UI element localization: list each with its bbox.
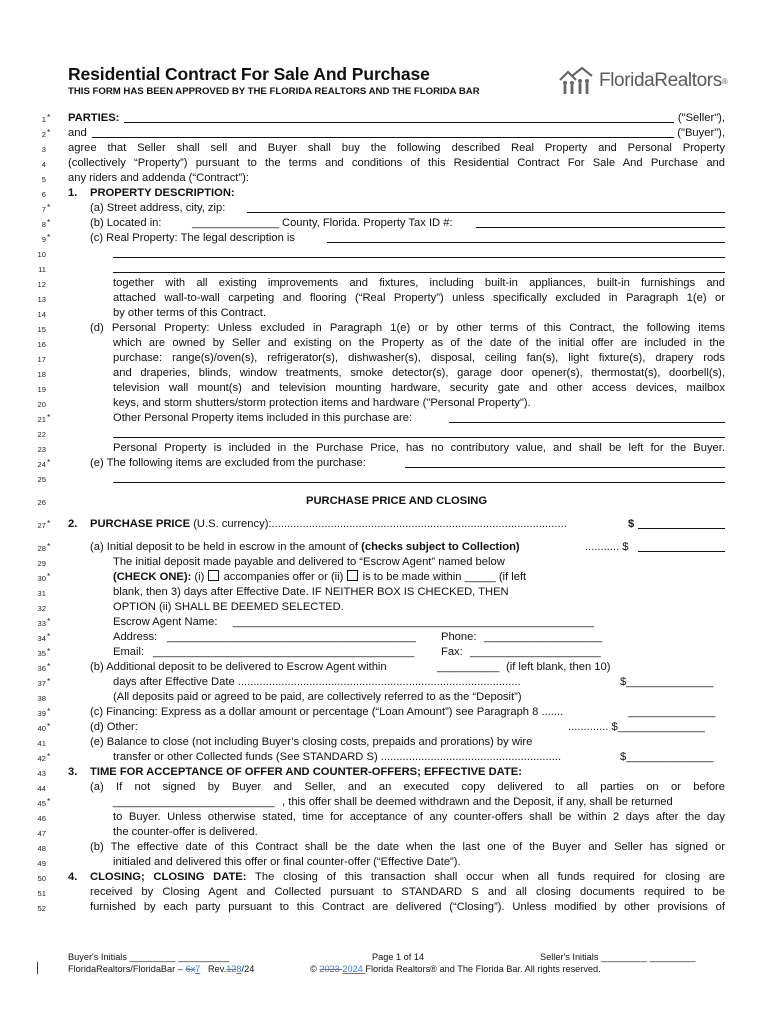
line-text: County, Florida. Property Tax ID #: [282, 217, 453, 229]
section-number: 4. [68, 871, 78, 883]
contract-line [0, 855, 770, 870]
legal-description-field[interactable] [113, 257, 725, 258]
copyright-symbol: © [310, 964, 320, 974]
line-number: 18 [37, 370, 46, 379]
line-text: which are owned by Seller and existing on the Property as of the date of the initial offer are included in the [113, 337, 725, 349]
balance-to-close-field[interactable]: $______________ [620, 751, 714, 763]
line-text: (if left blank, then 10) [506, 661, 611, 673]
contract-line [0, 456, 770, 471]
line-text: accompanies offer or (ii) [223, 571, 344, 583]
page-number: Page 1 of 14 [372, 952, 425, 962]
purchase-price-field[interactable] [638, 528, 725, 529]
line-number: 46 [37, 814, 46, 823]
line-text: (All deposits paid or agreed to be paid, are collectively referred to as the “Deposit”) [113, 691, 522, 703]
line-number: 6 [41, 190, 46, 199]
line-number: 12 [37, 280, 46, 289]
county-field[interactable]: ______________ [192, 217, 280, 229]
line-text: Email: [113, 646, 145, 658]
parties-label: PARTIES: [68, 112, 120, 124]
line-text: (collectively “Property”) pursuant to the terms and conditions of this Residential Contract For Sale And Purchase and [68, 157, 725, 169]
section-heading: CLOSING; CLOSING DATE: [90, 871, 247, 883]
line-number: 52 [37, 904, 46, 913]
line-number: 27 [37, 521, 46, 530]
line-number: 4 [41, 160, 46, 169]
other-personal-property-field[interactable] [113, 437, 725, 438]
contract-line [0, 201, 770, 216]
contract-line [0, 246, 770, 261]
section-heading: TIME FOR ACCEPTANCE OF OFFER AND COUNTER-OFFERS; EFFECTIVE DATE: [90, 766, 522, 778]
line-text: keys, and storm shutters/storm protection items and hardware ("Personal Property"). [113, 397, 531, 409]
contract-line [0, 171, 770, 186]
line-number: 51 [37, 889, 46, 898]
contract-line [0, 306, 770, 321]
contract-line [0, 426, 770, 441]
copyright-old-year: 2023 [319, 964, 343, 974]
line-number: 8 [41, 220, 46, 229]
line-number: 40 [37, 724, 46, 733]
dollar-sign: $ [628, 518, 635, 530]
line-text: together with all existing improvements and fixtures, including built-in appliances, built-in furnishings and [113, 277, 725, 289]
contract-line [0, 660, 770, 675]
line-text: received by Closing Agent and Collected pursuant to STANDARD S and all closing documents required to be [90, 886, 725, 898]
contract-body [0, 111, 770, 915]
line-number: 26 [37, 498, 46, 507]
copyright-text: Florida Realtors® and The Florida Bar. All rights reserved. [365, 964, 601, 974]
contract-line [0, 645, 770, 660]
logo-registered-mark: ® [721, 76, 728, 86]
line-number: 34 [37, 634, 46, 643]
line-number: 20 [37, 400, 46, 409]
contract-line [0, 321, 770, 336]
contract-line [0, 870, 770, 885]
contract-line [0, 555, 770, 570]
contract-line [0, 750, 770, 765]
line-text: by other terms of this Contract. [113, 307, 266, 319]
copyright [310, 964, 601, 974]
option-i-label: (i) [194, 571, 205, 583]
initial-deposit-field[interactable] [638, 551, 725, 552]
line-number: 22 [37, 430, 46, 439]
excluded-items-field[interactable] [113, 482, 725, 483]
buyer-label: ("Buyer"), [677, 127, 725, 139]
line-text: days after Effective Date ........................................................................................... [113, 676, 521, 688]
contract-line [0, 810, 770, 825]
line-number: 25 [37, 475, 46, 484]
required-asterisk: * [47, 412, 51, 422]
required-asterisk: * [47, 796, 51, 806]
required-asterisk: * [47, 616, 51, 626]
within-days-checkbox[interactable] [347, 570, 358, 581]
street-address-field[interactable] [247, 212, 725, 213]
required-asterisk: * [47, 457, 51, 467]
contract-line [0, 825, 770, 840]
line-number: 23 [37, 445, 46, 454]
line-text: (if left [498, 571, 527, 583]
seller-name-field[interactable] [124, 122, 674, 123]
line-number: 16 [37, 340, 46, 349]
line-text: any riders and addenda (“Contract”): [68, 172, 249, 184]
line-number: 33 [37, 619, 46, 628]
required-asterisk: * [47, 518, 51, 528]
footer-row [68, 952, 728, 964]
line-number: 1 [41, 115, 46, 124]
contract-line [0, 885, 770, 900]
contract-line [0, 540, 770, 555]
required-asterisk: * [47, 646, 51, 656]
additional-deposit-field[interactable]: $______________ [620, 676, 714, 688]
line-text: (a) Street address, city, zip: [90, 202, 226, 214]
line-number: 36 [37, 664, 46, 673]
rev-label: Rev. [207, 964, 227, 974]
contract-line [0, 111, 770, 126]
section-number: 1. [68, 187, 78, 199]
contract-line [0, 126, 770, 141]
line-text: to Buyer. Unless otherwise stated, time for acceptance of any counter-offers shall be within 2 days after the day [113, 811, 725, 823]
required-asterisk: * [47, 112, 51, 122]
required-asterisk: * [47, 127, 51, 137]
leader-dots: ........... $ [585, 541, 629, 553]
contract-line [0, 735, 770, 750]
required-asterisk: * [47, 721, 51, 731]
line-number: 29 [37, 559, 46, 568]
line-text: Personal Property is included in the Purchase Price, has no contributory value, and shall be left for the Buyer. [113, 442, 725, 454]
line-number: 14 [37, 310, 46, 319]
contract-line [0, 291, 770, 306]
line-text: purchase: range(s)/oven(s), refrigerator(s), dishwasher(s), disposal, ceiling fan(s), light fixture(s), drapery rods [113, 352, 725, 364]
line-text: blank, then 3) days after Effective Date. IF NEITHER BOX IS CHECKED, THEN [113, 586, 509, 598]
line-number: 37 [37, 679, 46, 688]
line-text: The closing of this transaction shall occur when all funds required for closing are [255, 871, 726, 883]
line-number: 13 [37, 295, 46, 304]
line-number: 11 [38, 265, 46, 274]
margin-bar [37, 962, 38, 974]
escrow-fax-field[interactable]: _____________________ [470, 646, 601, 658]
contract-line [0, 765, 770, 780]
line-number: 30 [37, 574, 46, 583]
line-text: is to be made within [362, 571, 462, 583]
line-text: attached wall-to-wall carpeting and flooring (“Real Property”) unless specifically excluded in Paragraph 1(e) or [113, 292, 725, 304]
contract-line [0, 141, 770, 156]
rev-year: /24 [241, 964, 255, 974]
other-personal-property-field[interactable] [449, 422, 725, 423]
section-number: 2. [68, 518, 78, 530]
contract-line [0, 900, 770, 915]
additional-deposit-days-field[interactable]: __________ [437, 661, 500, 673]
required-asterisk: * [47, 631, 51, 641]
legal-description-field[interactable] [113, 272, 725, 273]
accompanies-offer-checkbox[interactable] [208, 570, 219, 581]
buyers-initials[interactable]: Buyer's Initials _________ __________ [68, 952, 230, 962]
line-number: 2 [41, 130, 46, 139]
escrow-phone-field[interactable]: ___________________ [484, 631, 603, 643]
line-number: 49 [37, 859, 46, 868]
contract-line [0, 840, 770, 855]
contract-line [0, 471, 770, 486]
required-asterisk: * [47, 217, 51, 227]
line-text: (e) Balance to close (not including Buyer’s closing costs, prepaids and prorations) by wire [90, 736, 533, 748]
contract-line [0, 720, 770, 735]
line-text: (d) Personal Property: Unless excluded in Paragraph 1(e) or by other terms of this Contract, the following items [90, 322, 725, 334]
form-name: FloridaRealtors/FloridaBar – [68, 964, 186, 974]
line-text: Other Personal Property items included in this purchase are: [113, 412, 413, 424]
and-label: and [68, 127, 87, 139]
line-number: 24 [37, 460, 46, 469]
required-asterisk: * [47, 202, 51, 212]
realtors-house-icon [556, 66, 596, 96]
logo-wordmark: FloridaRealtors [599, 70, 722, 91]
escrow-address-field[interactable]: ________________________________________ [167, 631, 416, 643]
contract-line [0, 517, 770, 532]
bold-text: (checks subject to Collection) [361, 541, 520, 553]
line-text: (b) The effective date of this Contract shall be the date when the last one of the Buyer and Seller has signed or [90, 841, 725, 853]
excluded-items-field[interactable] [405, 467, 725, 468]
line-text: agree that Seller shall sell and Buyer shall buy the following described Real Property and Personal Property [68, 142, 725, 154]
required-asterisk: * [47, 232, 51, 242]
form-revision [68, 964, 254, 974]
line-number: 35 [37, 649, 46, 658]
line-text: (c) Real Property: The legal description is [90, 232, 295, 244]
contract-line [0, 780, 770, 795]
page-subtitle: THIS FORM HAS BEEN APPROVED BY THE FLORIDA REALTORS AND THE FLORIDA BAR [68, 86, 480, 97]
line-text: (b) Additional deposit to be delivered to Escrow Agent within [90, 661, 387, 673]
line-number: 7 [41, 205, 46, 214]
line-text: , this offer shall be deemed withdrawn and the Deposit, if any, shall be returned [282, 796, 673, 808]
escrow-email-field[interactable]: __________________________________________ [153, 646, 415, 658]
required-asterisk: * [47, 706, 51, 716]
contract-line [0, 381, 770, 396]
footer-row [68, 964, 728, 976]
line-number: 47 [37, 829, 46, 838]
line-number: 10 [37, 250, 46, 259]
line-number: 41 [37, 739, 46, 748]
line-text: television wall mount(s) and television mounting hardware, security gate and other access devices, mailbox [113, 382, 725, 394]
contract-line [0, 690, 770, 705]
line-number: 9 [41, 235, 46, 244]
seller-label: ("Seller"), [677, 112, 725, 124]
line-text: The initial deposit made payable and delivered to “Escrow Agent” named below [113, 556, 505, 568]
contract-line [0, 261, 770, 276]
contract-line [0, 705, 770, 720]
contract-line [0, 336, 770, 351]
contract-line [0, 156, 770, 171]
contract-line [0, 231, 770, 246]
tax-id-field[interactable] [476, 227, 725, 228]
contract-line [0, 396, 770, 411]
contract-line [0, 600, 770, 615]
page-footer [68, 952, 728, 976]
contract-line [0, 411, 770, 426]
required-asterisk: * [47, 541, 51, 551]
contract-line [0, 276, 770, 291]
line-text: transfer or other Collected funds (See STANDARD S) .......................................................... [113, 751, 562, 763]
copyright-new-year: 2024 [342, 964, 366, 974]
line-number: 50 [37, 874, 46, 883]
days-field[interactable]: _____ [464, 571, 496, 583]
line-number: 15 [37, 325, 46, 334]
other-amount-field[interactable]: ............. $______________ [568, 721, 705, 733]
required-asterisk: * [47, 661, 51, 671]
line-number: 31 [37, 589, 46, 598]
section-heading: PURCHASE PRICE AND CLOSING [306, 495, 488, 507]
contract-line [0, 441, 770, 456]
section-heading: PROPERTY DESCRIPTION: [90, 187, 235, 199]
check-one-label: (CHECK ONE): [113, 571, 192, 583]
contract-line [0, 585, 770, 600]
contract-line [0, 570, 770, 585]
section-number: 3. [68, 766, 78, 778]
line-text: (d) Other: [90, 721, 138, 733]
line-text: initialed and delivered this offer or final counter-offer (“Effective Date”). [113, 856, 461, 868]
line-number: 42 [37, 754, 46, 763]
form-old-version: 6x [185, 964, 196, 974]
legal-description-field[interactable] [327, 242, 725, 243]
line-text: Escrow Agent Name: [113, 616, 218, 628]
line-number: 45 [37, 799, 46, 808]
line-text: furnished by each party pursuant to this Contract are delivered (“Closing”). Unless modified by other provisions of [90, 901, 725, 913]
contract-line [0, 366, 770, 381]
contract-line [0, 186, 770, 201]
line-text: (e) The following items are excluded from the purchase: [90, 457, 366, 469]
sellers-initials[interactable]: Seller's Initials _________ _________ [540, 952, 696, 962]
line-text: the counter-offer is delivered. [113, 826, 258, 838]
line-text: and draperies, blinds, window treatments, smoke detector(s), garage door opener(s), thermostat(s), doorbell(s), [113, 367, 725, 379]
line-number: 19 [37, 385, 46, 394]
contract-line [0, 675, 770, 690]
line-text: Phone: [441, 631, 477, 643]
required-asterisk: * [47, 751, 51, 761]
line-text: (b) Located in: [90, 217, 162, 229]
line-text: Fax: [441, 646, 463, 658]
contract-line [0, 630, 770, 645]
required-asterisk: * [47, 571, 51, 581]
line-number: 43 [37, 769, 46, 778]
contract-line [0, 216, 770, 231]
line-text: OPTION (ii) SHALL BE DEEMED SELECTED. [113, 601, 344, 613]
line-number: 5 [41, 175, 46, 184]
florida-realtors-logo [556, 64, 728, 98]
line-text: (U.S. currency):............................................................................................... [193, 518, 567, 530]
line-number: 39 [37, 709, 46, 718]
line-number: 3 [41, 145, 46, 154]
rev-old: 12 [226, 964, 237, 974]
line-number: 21 [37, 415, 46, 424]
escrow-agent-name-field[interactable]: __________________________________________________________ [233, 616, 594, 628]
line-number: 48 [37, 844, 46, 853]
buyer-name-field[interactable] [92, 137, 674, 138]
line-text: (a) If not signed by Buyer and Seller, and an executed copy delivered to all parties on or before [90, 781, 725, 793]
contract-line [0, 494, 770, 509]
line-number: 32 [37, 604, 46, 613]
line-number: 38 [37, 694, 46, 703]
page-title: Residential Contract For Sale And Purchase [68, 64, 430, 84]
line-number: 44 [37, 784, 46, 793]
form-new-version: 7 [195, 964, 201, 974]
rev-new: 8 [236, 964, 242, 974]
acceptance-deadline-field[interactable]: __________________________ [113, 796, 275, 808]
line-text: Address: [113, 631, 158, 643]
contract-line [0, 795, 770, 810]
contract-line [0, 351, 770, 366]
line-number: 17 [37, 355, 46, 364]
line-text: (c) Financing: Express as a dollar amount or percentage (“Loan Amount”) see Paragraph 8 ....... [90, 706, 564, 718]
line-text: (a) Initial deposit to be held in escrow in the amount of [90, 541, 359, 553]
required-asterisk: * [47, 676, 51, 686]
contract-line [0, 615, 770, 630]
section-heading: PURCHASE PRICE [90, 518, 191, 530]
line-number: 28 [37, 544, 46, 553]
financing-field[interactable]: ______________ [628, 706, 716, 718]
